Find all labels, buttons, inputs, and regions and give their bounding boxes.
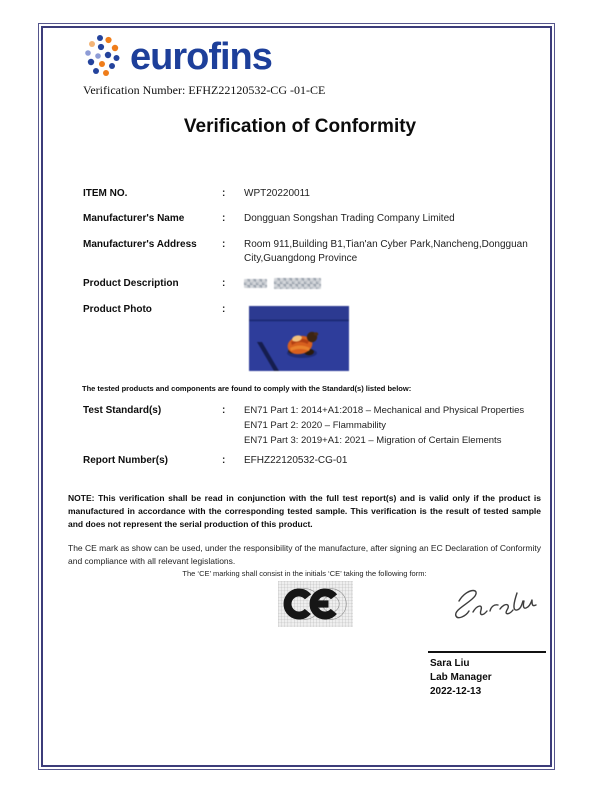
field-colon: : (222, 304, 226, 315)
field-label: Test Standard(s) (83, 405, 162, 416)
product-photo (249, 306, 349, 371)
field-colon: : (222, 188, 226, 199)
signature-block (430, 657, 492, 699)
redacted-description (244, 277, 549, 291)
field-colon: : (222, 239, 226, 250)
eurofins-logo-dots-icon (83, 33, 129, 84)
eurofins-logo-wordmark: eurofins (130, 36, 272, 78)
verification-number (83, 83, 325, 98)
verification-number-label: Verification Number: (83, 83, 186, 97)
field-test-standards (83, 403, 549, 448)
compliance-statement: The tested products and components are found to comply with the Standard(s) listed below: (82, 384, 412, 393)
field-label: Manufacturer's Address (83, 239, 197, 250)
field-report-numbers (83, 454, 549, 468)
ce-consist-line: The ‘CE’ marking shall consist in the initials ‘CE’ taking the following form: (182, 569, 427, 578)
signature-handwriting (443, 584, 538, 637)
field-label: ITEM NO. (83, 188, 128, 199)
signature-date: 2022-12-13 (430, 686, 482, 697)
test-standard-line: EN71 Part 2: 2020 – Flammability (244, 420, 387, 431)
field-manufacturer-address (83, 238, 549, 265)
redacted-block (274, 278, 321, 289)
field-product-photo (83, 303, 244, 317)
field-product-description (83, 277, 549, 291)
field-item-no (83, 187, 549, 201)
field-label: Report Number(s) (83, 455, 169, 466)
redacted-block (244, 279, 267, 288)
note-paragraph: NOTE: This verification shall be read in conjunction with the full test report(s) and is valid only if the product is manufactured in accordance with the corresponding tested sample. This verification is the result of tested sample and does not represent the serial production of this product. (68, 493, 541, 529)
field-colon: : (222, 405, 226, 416)
field-value: EFHZ22120532-CG-01 (244, 455, 348, 466)
field-label: Product Description (83, 278, 179, 289)
verification-number-value: EFHZ22120532-CG -01-CE (188, 83, 326, 97)
test-standard-line: EN71 Part 1: 2014+A1:2018 – Mechanical and Physical Properties (244, 405, 525, 416)
field-value: WPT20220011 (244, 188, 310, 199)
field-colon: : (222, 278, 226, 289)
field-value: Room 911,Building B1,Tian'an Cyber Park,Nancheng,Dongguan City,Guangdong Province (244, 239, 528, 264)
field-colon: : (222, 213, 226, 224)
signer-name: Sara Liu (430, 658, 470, 669)
field-label: Manufacturer's Name (83, 213, 185, 224)
ce-usage-paragraph: The CE mark as show can be used, under the responsibility of the manufacture, after signing an EC Declaration of Conformity and compliance with all relevant legislations. (68, 543, 541, 566)
field-manufacturer-name (83, 212, 549, 226)
test-standard-line: EN71 Part 3: 2019+A1: 2021 – Migration of Certain Elements (244, 435, 502, 446)
page-title: Verification of Conformity (183, 116, 417, 137)
signature-line (428, 651, 546, 653)
field-value: Dongguan Songshan Trading Company Limited (244, 213, 455, 224)
field-colon: : (222, 455, 226, 466)
signer-title: Lab Manager (430, 672, 492, 683)
field-label: Product Photo (83, 304, 152, 315)
test-standards-list (244, 403, 549, 448)
ce-mark-image (278, 581, 353, 632)
